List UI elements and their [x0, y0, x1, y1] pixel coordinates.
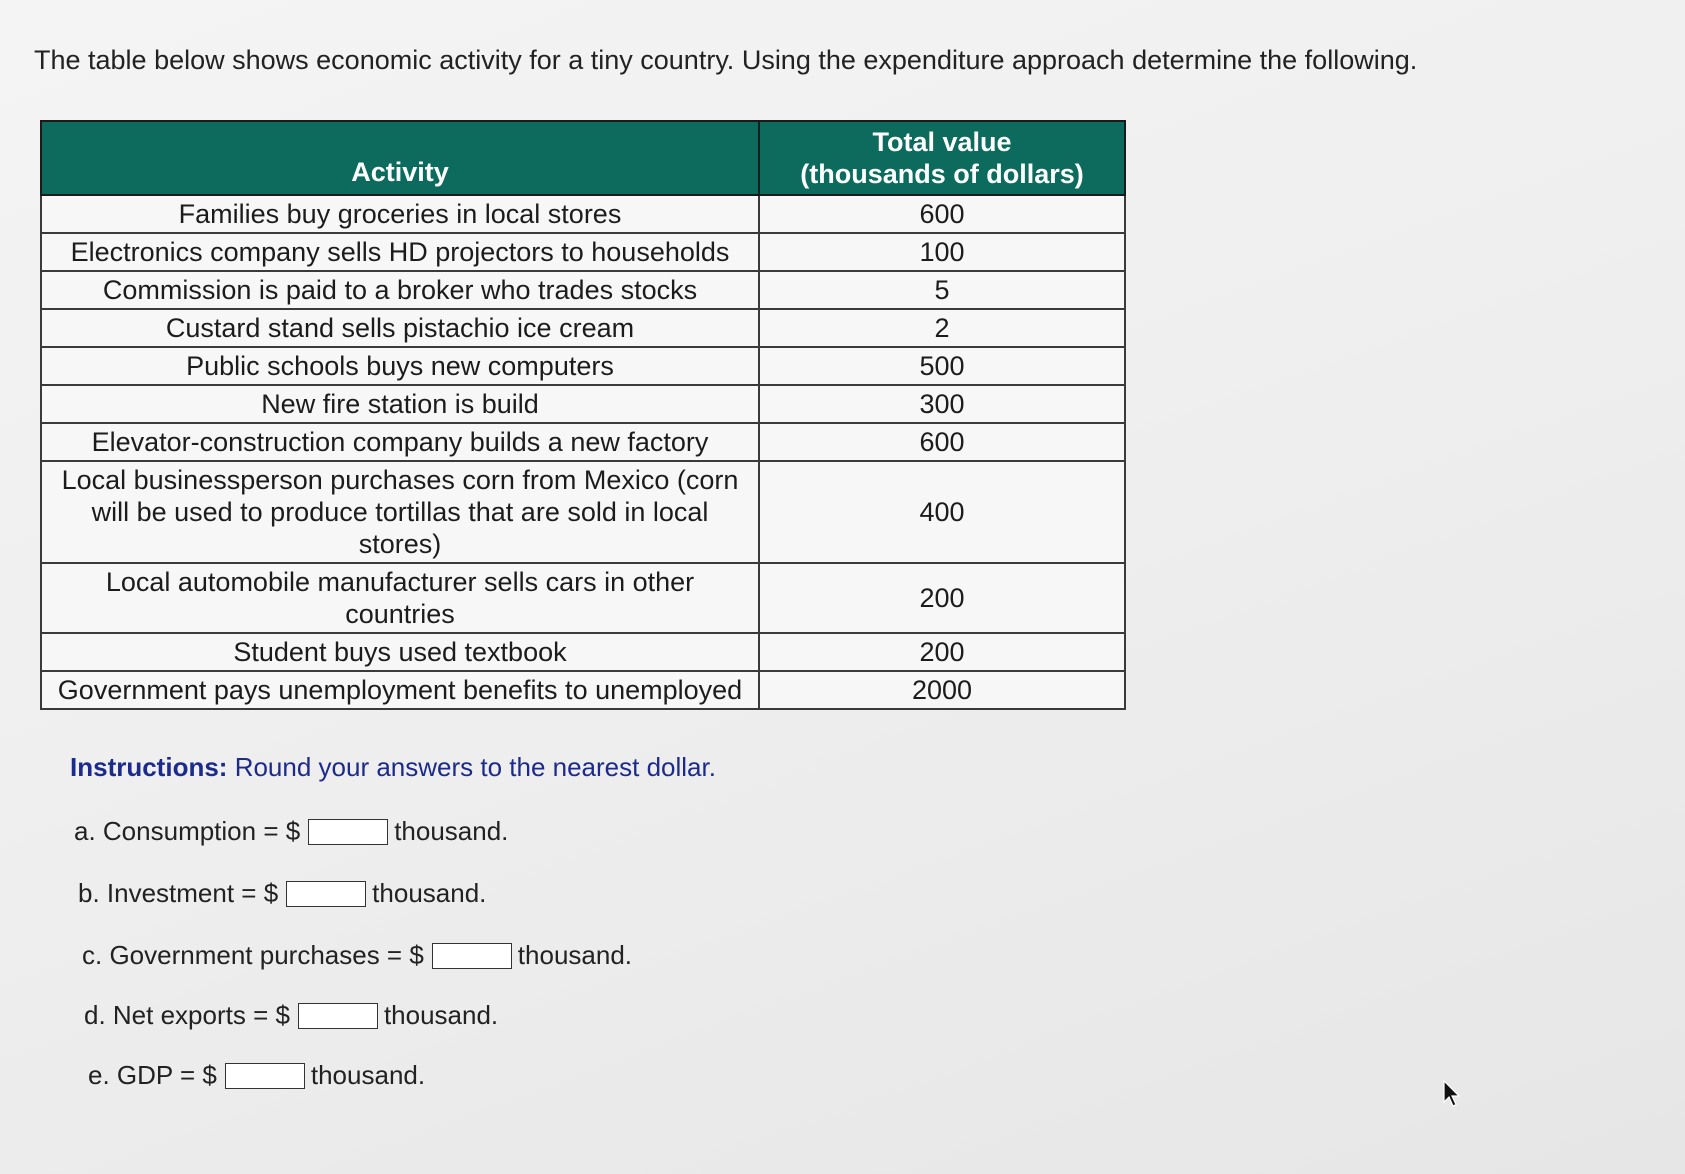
table-row	[41, 271, 1125, 309]
table-row	[41, 195, 1125, 233]
table-row	[41, 385, 1125, 423]
question-prefix: d. Net exports = $	[84, 1000, 290, 1030]
value-cell: 200	[759, 633, 1125, 671]
question-prefix: c. Government purchases = $	[82, 940, 424, 970]
table-row	[41, 423, 1125, 461]
question-investment	[78, 878, 486, 909]
table-row	[41, 461, 1125, 563]
table-row	[41, 347, 1125, 385]
header-total-value	[759, 121, 1125, 195]
activity-cell: Local automobile manufacturer sells cars in other countries	[41, 563, 759, 633]
question-government-purchases	[82, 940, 632, 971]
question-suffix: thousand.	[394, 816, 509, 846]
gdp-answer-input[interactable]	[225, 1063, 305, 1089]
value-cell: 5	[759, 271, 1125, 309]
question-suffix: thousand.	[310, 1060, 426, 1090]
question-prefix: e. GDP = $	[88, 1060, 217, 1090]
activity-cell: Local businessperson purchases corn from Mexico (corn will be used to produce tortillas that are sold in local stores)	[41, 461, 759, 563]
table-row	[41, 309, 1125, 347]
value-cell: 2000	[759, 671, 1125, 709]
activity-cell: Elevator-construction company builds a new factory	[41, 423, 759, 461]
table-row	[41, 633, 1125, 671]
value-cell: 200	[759, 563, 1125, 633]
activity-cell: Custard stand sells pistachio ice cream	[41, 309, 759, 347]
activity-cell: Public schools buys new computers	[41, 347, 759, 385]
question-net-exports	[84, 1000, 498, 1031]
value-cell: 100	[759, 233, 1125, 271]
value-cell: 500	[759, 347, 1125, 385]
instructions-label: Instructions:	[70, 752, 228, 782]
question-suffix: thousand.	[517, 940, 633, 970]
table-row	[41, 671, 1125, 709]
instructions-text: Round your answers to the nearest dollar.	[234, 752, 716, 782]
instructions	[70, 752, 716, 783]
header-activity: Activity	[41, 121, 759, 195]
investment-answer-input[interactable]	[286, 881, 366, 907]
activity-cell: New fire station is build	[41, 385, 759, 423]
table-row	[41, 233, 1125, 271]
activity-cell: Commission is paid to a broker who trades stocks	[41, 271, 759, 309]
value-cell: 2	[759, 309, 1125, 347]
government-purchases-answer-input[interactable]	[432, 943, 512, 969]
mouse-pointer-icon	[1442, 1080, 1462, 1108]
value-cell: 300	[759, 385, 1125, 423]
question-suffix: thousand.	[383, 1000, 499, 1030]
intro-text: The table below shows economic activity for a tiny country. Using the expenditure approach determine the following.	[34, 45, 1418, 75]
question-suffix: thousand.	[372, 878, 487, 908]
question-gdp	[88, 1060, 425, 1091]
activity-table	[40, 120, 1126, 710]
value-cell: 400	[759, 461, 1125, 563]
activity-cell: Student buys used textbook	[41, 633, 759, 671]
table-row	[41, 563, 1125, 633]
activity-table-wrapper	[40, 120, 1126, 710]
question-prefix: a. Consumption = $	[74, 816, 301, 846]
activity-cell: Electronics company sells HD projectors to households	[41, 233, 759, 271]
table-header-row	[41, 121, 1125, 195]
consumption-answer-input[interactable]	[308, 819, 388, 845]
header-total-value-line2: (thousands of dollars)	[800, 159, 1084, 189]
header-total-value-line1: Total value	[872, 127, 1012, 157]
value-cell: 600	[759, 195, 1125, 233]
question-prefix: b. Investment = $	[78, 878, 279, 908]
activity-cell: Government pays unemployment benefits to unemployed	[41, 671, 759, 709]
question-consumption	[74, 816, 508, 847]
value-cell: 600	[759, 423, 1125, 461]
net-exports-answer-input[interactable]	[298, 1003, 378, 1029]
activity-cell: Families buy groceries in local stores	[41, 195, 759, 233]
